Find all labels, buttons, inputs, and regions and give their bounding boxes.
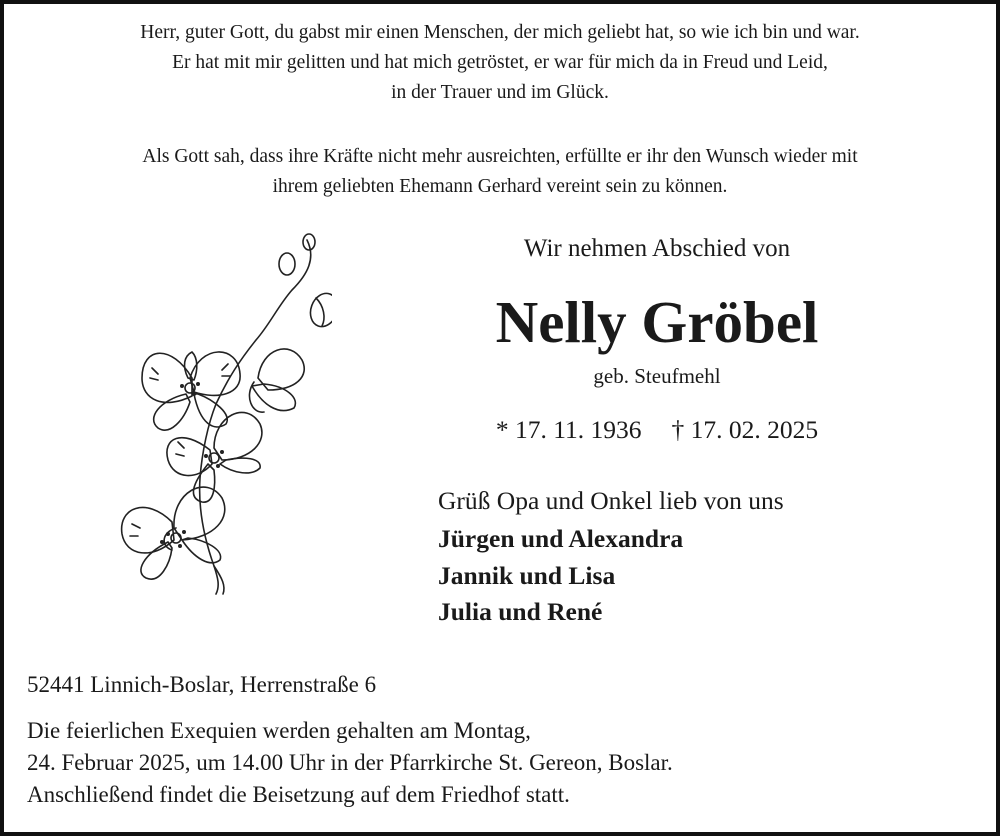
service-line: 24. Februar 2025, um 14.00 Uhr in der Pfarrkirche St. Gereon, Boslar. [27,750,673,775]
family-name-line: Jannik und Lisa [438,561,616,590]
family-greeting: Grüß Opa und Onkel lieb von uns [438,486,784,515]
farewell-intro: Wir nehmen Abschied von [523,235,791,262]
verse-second-stanza [4,142,996,202]
maiden-name: geb. Steufmehl [593,364,721,388]
deceased-name: Nelly Gröbel [495,289,819,355]
verse-first-stanza [4,18,996,108]
life-dates [4,412,1000,448]
verse-line: ihrem geliebten Ehemann Gerhard vereint sein zu können. [272,176,728,197]
death-date: † 17. 02. 2025 [671,415,819,444]
verse-line: in der Trauer und im Glück. [391,82,609,103]
service-line: Die feierlichen Exequien werden gehalten am Montag, [27,718,531,743]
family-name-line: Jürgen und Alexandra [438,524,684,553]
address: 52441 Linnich-Boslar, Herrenstraße 6 [27,672,377,697]
service-info [27,715,673,811]
verse-line: Als Gott sah, dass ihre Kräfte nicht mehr ausreichten, erfüllte er ihr den Wunsch wieder mit [142,146,858,167]
verse-line: Er hat mit mir gelitten und hat mich getröstet, er war für mich da in Freud und Leid, [172,52,828,73]
service-line: Anschließend findet die Beisetzung auf dem Friedhof statt. [27,782,570,807]
verse-line: Herr, guter Gott, du gabst mir einen Menschen, der mich geliebt hat, so wie ich bin und war. [140,22,860,43]
birth-date: * 17. 11. 1936 [495,415,642,444]
family-name-line: Julia und René [438,597,603,626]
